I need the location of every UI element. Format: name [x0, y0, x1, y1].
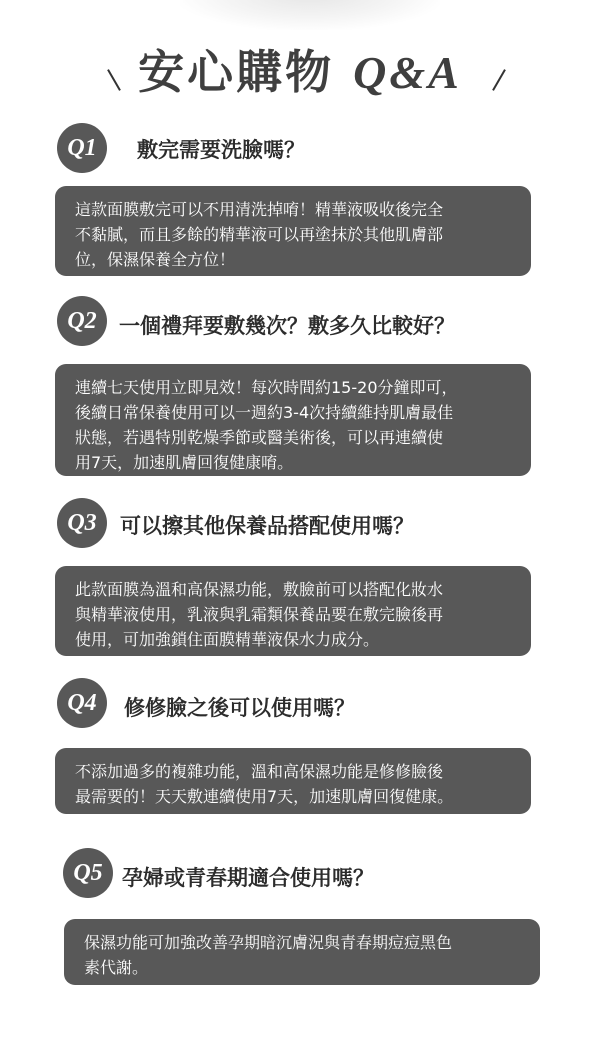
answer-line: 不添加過多的複雜功能，溫和高保濕功能是修修臉後 — [75, 762, 444, 781]
answer-line: 位，保濕保養全方位！ — [75, 250, 236, 269]
answer-line: 狀態，若遇特別乾燥季節或醫美術後，可以再連續使 — [75, 428, 444, 447]
answer-line: 連續七天使用立即見效！每次時間約15-20分鐘即可， — [75, 378, 458, 397]
answer-line: 不黏膩，而且多餘的精華液可以再塗抹於其他肌膚部 — [75, 225, 444, 244]
answer-line: 與精華液使用，乳液與乳霜類保養品要在敷完臉後再 — [75, 605, 444, 624]
answer-line: 這款面膜敷完可以不用清洗掉唷！精華液吸收後完全 — [75, 200, 444, 219]
answer-box — [55, 186, 531, 276]
answer-box — [55, 566, 531, 656]
answer-line: 最需要的！天天敷連續使用7天，加速肌膚回復健康。 — [75, 787, 454, 806]
question-text: 可以擦其他保養品搭配使用嗎？ — [120, 514, 414, 538]
question-text: 孕婦或青春期適合使用嗎？ — [122, 866, 374, 890]
question-text: 一個禮拜要敷幾次？敷多久比較好？ — [119, 314, 455, 338]
answer-line: 素代謝。 — [84, 958, 149, 977]
faq-item-q5 — [0, 848, 600, 988]
answer-line: 保濕功能可加強改善孕期暗沉膚況與青春期痘痘黑色 — [84, 933, 453, 952]
answer-line: 後續日常保養使用可以一週約3-4次持續維持肌膚最佳 — [75, 403, 454, 422]
page-title-en: Q&A — [353, 47, 462, 98]
answer-line: 此款面膜為溫和高保濕功能，敷臉前可以搭配化妝水 — [75, 580, 444, 599]
question-text: 敷完需要洗臉嗎？ — [137, 138, 305, 162]
answer-box — [64, 919, 540, 985]
question-badge: Q5 — [63, 848, 113, 898]
answer-box — [55, 364, 531, 476]
faq-item-q2 — [0, 294, 600, 479]
answer-line: 用7天，加速肌膚回復健康唷。 — [75, 453, 294, 472]
page-title — [0, 36, 600, 102]
question-badge: Q2 — [57, 296, 107, 346]
faq-item-q1 — [0, 120, 600, 280]
faq-item-q4 — [0, 676, 600, 816]
page-title-cn: 安心購物 — [138, 45, 335, 99]
answer-box — [55, 748, 531, 814]
question-badge: Q3 — [57, 498, 107, 548]
faq-item-q3 — [0, 496, 600, 661]
question-badge: Q4 — [57, 678, 107, 728]
answer-line: 使用，可加強鎖住面膜精華液保水力成分。 — [75, 630, 380, 649]
page-heading — [0, 20, 600, 99]
question-text: 修修臉之後可以使用嗎？ — [124, 696, 355, 720]
question-badge: Q1 — [57, 123, 107, 173]
